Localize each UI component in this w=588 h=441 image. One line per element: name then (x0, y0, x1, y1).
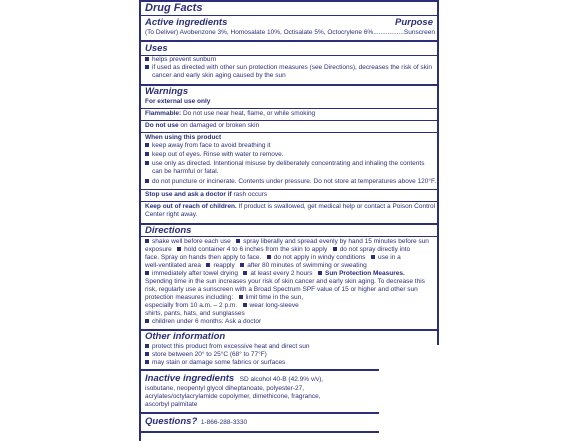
questions-line (145, 416, 433, 427)
active-ingredients-line (145, 29, 433, 37)
panel-left-border (139, 0, 141, 441)
directions-text: limit time in the sun, (245, 294, 304, 301)
directions-line (145, 270, 433, 278)
bullet-icon (318, 271, 322, 275)
directions-text: spray liberally and spread evenly by hand 15 minutes before sun (243, 238, 429, 245)
inactive-text: acrylates/octylacrylamide copolymer, dimethicone, fragrance, (145, 393, 321, 400)
sun-protection-label: Sun Protection Measures. (324, 270, 405, 277)
drug-facts-title: Drug Facts (145, 2, 203, 14)
directions-text: children under 6 months: Ask a doctor (152, 318, 262, 325)
flammable-label: Flammable: (145, 110, 182, 117)
bottom-rule (139, 431, 379, 433)
directions-text: especially from 10 a.m. – 2 p.m. (145, 302, 238, 309)
directions-text: wear long-sleeve (249, 302, 299, 309)
bullet-icon (267, 255, 271, 259)
directions-text: immediately after towel drying (152, 270, 238, 277)
warning-item (145, 142, 433, 150)
do-not-use-line (145, 122, 433, 130)
bullet-icon (236, 239, 240, 243)
bullet-icon (239, 295, 243, 299)
active-ingredients-text: (To Deliver) Avobenzone 3%, Homosalate 10%, Octisalate 5%, Octocrylene 6% (145, 29, 374, 36)
warning-item-text: keep away from face to avoid breathing it (152, 142, 271, 149)
directions-line (145, 318, 433, 326)
warnings-heading: Warnings (145, 86, 189, 97)
directions-text: protection measures including: (145, 294, 234, 301)
directions-text: well-ventilated area (145, 262, 202, 269)
active-ingredients-heading: Active ingredients (145, 17, 228, 28)
bullet-icon (177, 247, 181, 251)
bullet-icon (206, 263, 210, 267)
directions-text: after 80 minutes of swimming or sweating (247, 262, 367, 269)
directions-line (145, 262, 433, 270)
warning-item-text: use only as directed. Intentional misuse by deliberately concentrating and inhaling the contents (152, 160, 425, 167)
bullet-icon (145, 239, 149, 243)
bullet-icon (145, 271, 149, 275)
uses-item (145, 56, 433, 64)
other-info-item (145, 359, 433, 367)
questions-phone: 1-866-288-3330 (200, 419, 248, 426)
other-info-text: store between 20° to 25°C (68° to 77°F) (152, 351, 267, 358)
directions-text: do not spray directly into (339, 246, 411, 253)
questions-heading: Questions? (145, 416, 198, 427)
directions-text: exposure (145, 246, 172, 253)
bullet-icon (145, 152, 149, 156)
external-use-text: For external use only (145, 98, 211, 105)
directions-text: shirts, pants, hats, and sunglasses (145, 310, 245, 317)
drug-facts-panel (139, 0, 439, 441)
directions-heading: Directions (145, 225, 192, 236)
warning-item (145, 151, 433, 159)
panel-right-border (437, 0, 439, 345)
directions-line (145, 254, 433, 262)
stop-use-text: rash occurs (233, 191, 268, 198)
other-info-text: may stain or damage some fabrics or surfaces (152, 359, 286, 366)
bullet-icon (145, 352, 149, 356)
keep-out-cont: Center right away. (145, 211, 198, 218)
active-leader: ................. (373, 29, 404, 36)
warnings-rule (139, 189, 439, 190)
other-info-item (145, 343, 433, 351)
warnings-rule (139, 120, 439, 121)
bullet-icon (145, 143, 149, 147)
section-rule-other (139, 369, 379, 371)
section-rule-active (139, 40, 439, 42)
uses-item (145, 64, 433, 72)
do-not-use-text: on damaged or broken skin (180, 122, 260, 129)
directions-text: do not apply in windy conditions (273, 254, 366, 261)
bullet-icon (333, 247, 337, 251)
bullet-icon (240, 263, 244, 267)
warning-item-text: keep out of eyes. Rinse with water to remove. (152, 151, 284, 158)
directions-text: face. Spray on hands then apply to face. (145, 254, 262, 261)
inactive-text: isobutane, neopentyl glycol diheptanoate, polyester-27, (145, 385, 304, 392)
bullet-icon (145, 57, 149, 61)
other-info-item (145, 351, 433, 359)
bullet-icon (145, 319, 149, 323)
bullet-icon (145, 179, 149, 183)
bullet-icon (145, 360, 149, 364)
uses-item-text: if used as directed with other sun protection measures (see Directions), decreases the risk of skin (152, 64, 432, 71)
bullet-icon (243, 303, 247, 307)
warning-item (145, 178, 437, 186)
directions-text: shake well before each use (152, 238, 231, 245)
flammable-line (145, 110, 433, 118)
bullet-icon (243, 271, 247, 275)
flammable-text: Do not use near heat, flame, or while smoking (182, 110, 316, 117)
stop-use-label: Stop use and ask a doctor if (145, 191, 232, 198)
directions-line (145, 294, 433, 302)
inactive-line (145, 373, 433, 384)
keep-out-text: If product is swallowed, get medical help or contact a Poison Control (238, 203, 436, 210)
directions-text: use in a (377, 254, 401, 261)
directions-line (145, 246, 433, 254)
inactive-heading: Inactive ingredients (145, 373, 235, 384)
warnings-rule (139, 108, 439, 109)
directions-heading-rule (139, 236, 439, 237)
bullet-icon (145, 344, 149, 348)
purpose-text: Sunscreen (403, 29, 435, 36)
uses-heading: Uses (145, 43, 168, 54)
warnings-rule (139, 201, 439, 202)
directions-text: at least every 2 hours (250, 270, 313, 277)
section-rule-inactive (139, 412, 379, 414)
title-rule (139, 15, 439, 16)
stop-use-line (145, 191, 433, 199)
inactive-text: SD alcohol 40-B (42.9% v/v), (239, 376, 324, 383)
warning-item-text: do not puncture or incinerate. Contents under pressure. Do not store at temperatures above 120°F. (152, 178, 437, 185)
warning-item (145, 160, 433, 168)
other-info-text: protect this product from excessive heat and direct sun (152, 343, 310, 350)
other-info-heading: Other information (145, 331, 226, 342)
bullet-icon (371, 255, 375, 259)
inactive-text: ascorbyl palmitate (145, 401, 198, 408)
bullet-icon (145, 161, 149, 165)
keep-out-line (145, 203, 436, 211)
directions-line (145, 302, 433, 310)
directions-text: risk, regularly use a sunscreen with a Broad Spectrum SPF value of 15 or higher and other sun (145, 286, 418, 293)
uses-item-text: helps prevent sunburn (152, 56, 217, 63)
bullet-icon (145, 65, 149, 69)
directions-line (145, 238, 433, 246)
keep-out-label: Keep out of reach of children. (145, 203, 237, 210)
uses-item-cont: cancer and early skin aging caused by the sun (152, 72, 286, 79)
directions-text: hold container 4 to 6 inches from the skin to apply (184, 246, 328, 253)
warning-item-cont: can be harmful or fatal. (152, 168, 219, 175)
directions-text: reapply (213, 262, 235, 269)
directions-text: Spending time in the sun increases your risk of skin cancer and early skin aging. To decrease this (145, 278, 425, 285)
purpose-heading: Purpose (394, 17, 433, 28)
warnings-rule (139, 132, 439, 133)
do-not-use-label: Do not use (145, 122, 179, 129)
when-using-heading: When using this product (145, 134, 222, 141)
